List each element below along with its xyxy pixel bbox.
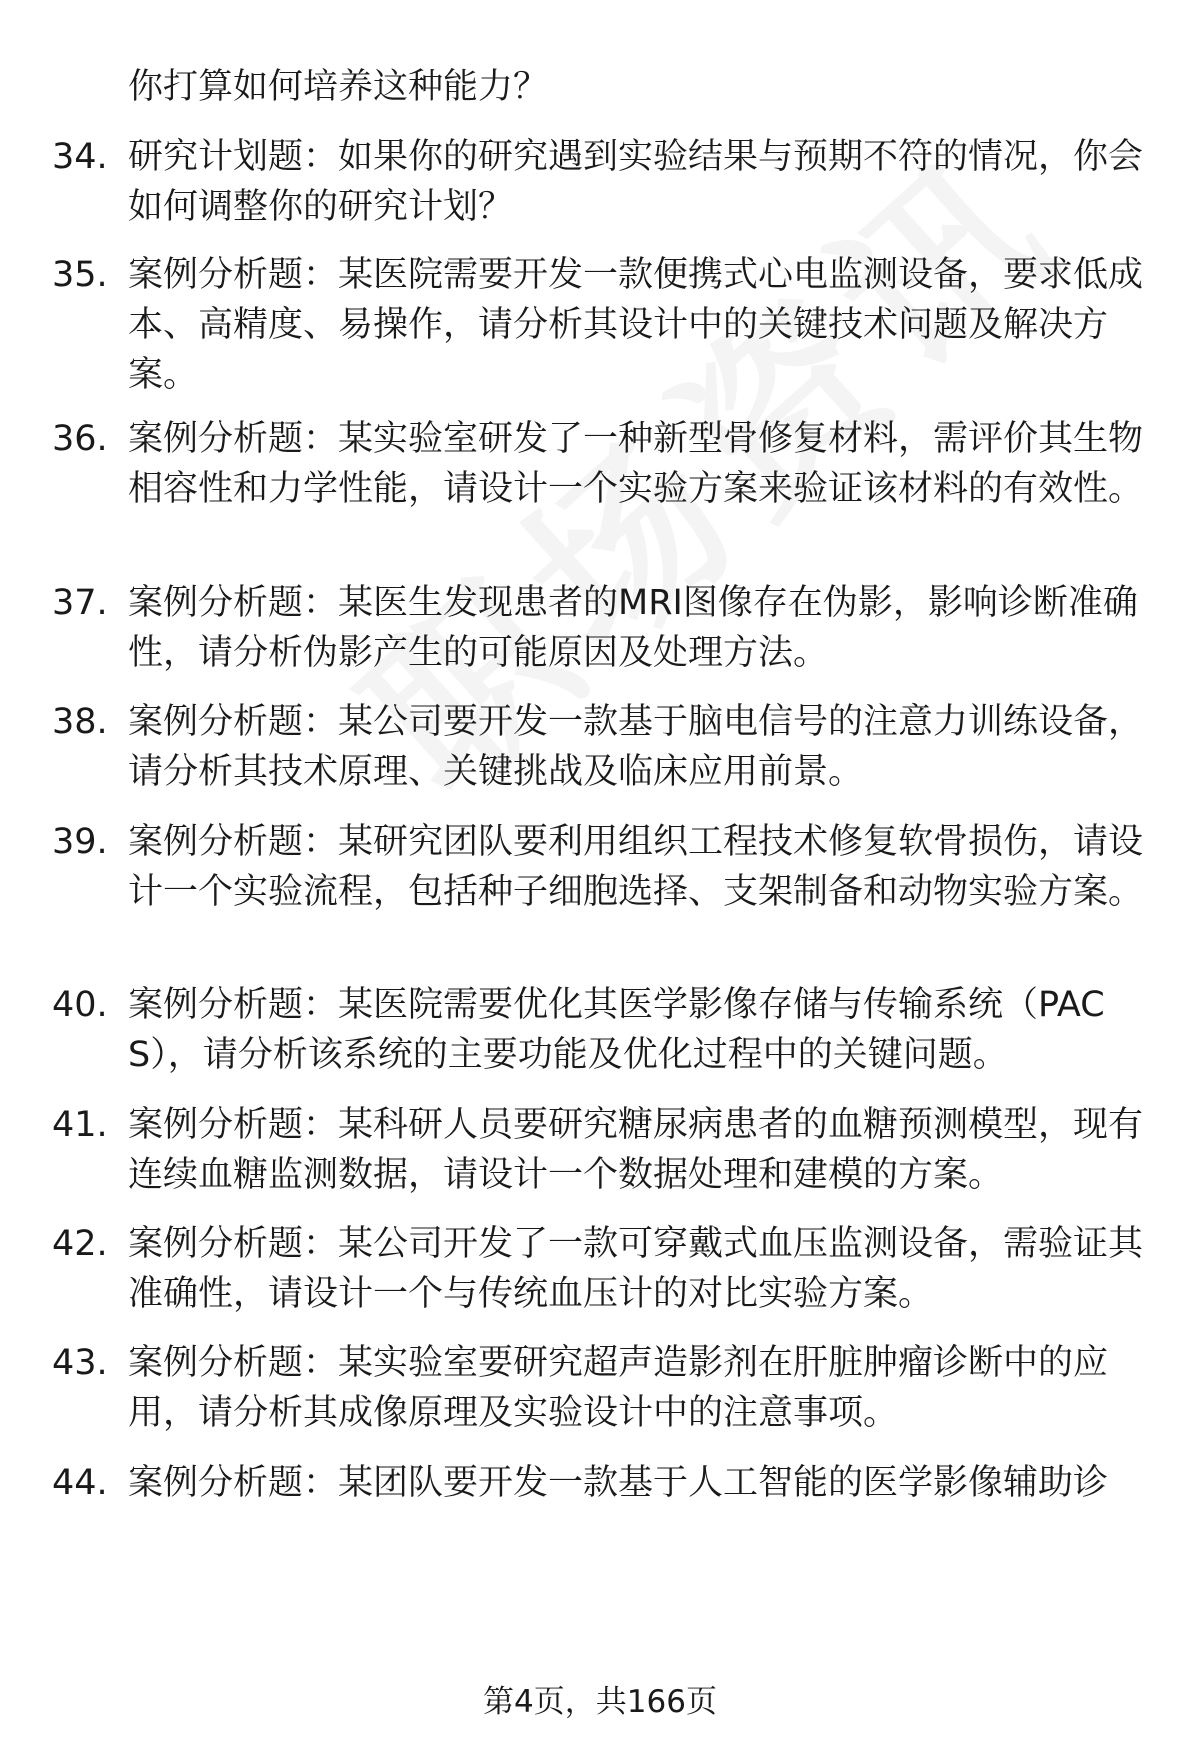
question-text: 案例分析题：某研究团队要利用组织工程技术修复软骨损伤，请设计一个实验流程，包括种子细胞选择、支架制备和动物实验方案。 <box>128 822 1144 912</box>
question-number: 36. <box>52 419 108 459</box>
question-text: 案例分析题：某医院需要开发一款便携式心电监测设备，要求低成本、高精度、易操作，请分析其设计中的关键技术问题及解决方案。 <box>128 255 1144 395</box>
question-number: 34. <box>52 137 108 177</box>
question-text: 案例分析题：某实验室要研究超声造影剂在肝脏肿瘤诊断中的应用，请分析其成像原理及实验设计中的注意事项。 <box>128 1343 1109 1433</box>
question-text: 案例分析题：某科研人员要研究糖尿病患者的血糖预测模型，现有连续血糖监测数据，请设计一个数据处理和建模的方案。 <box>128 1105 1144 1195</box>
question-number: 38. <box>52 702 108 742</box>
question-number: 39. <box>52 822 108 862</box>
question-text: 案例分析题：某医院需要优化其医学影像存储与传输系统（PACS），请分析该系统的主要功能及优化过程中的关键问题。 <box>128 985 1105 1075</box>
question-text: 案例分析题：某团队要开发一款基于人工智能的医学影像辅助诊 <box>128 1463 1109 1503</box>
question-number: 42. <box>52 1224 108 1264</box>
question-number: 37. <box>52 583 108 623</box>
question-number: 40. <box>52 985 108 1025</box>
question-text: 案例分析题：某公司开发了一款可穿戴式血压监测设备，需验证其准确性，请设计一个与传统血压计的对比实验方案。 <box>128 1224 1144 1314</box>
continued-question-text: 你打算如何培养这种能力？ <box>128 67 549 107</box>
question-number: 35. <box>52 255 108 295</box>
question-text: 研究计划题：如果你的研究遇到实验结果与预期不符的情况，你会如何调整你的研究计划？ <box>128 137 1144 227</box>
question-number: 44. <box>52 1463 108 1503</box>
question-text: 案例分析题：某医生发现患者的MRI图像存在伪影，影响诊断准确性，请分析伪影产生的可能原因及处理方法。 <box>128 583 1138 673</box>
question-text: 案例分析题：某实验室研发了一种新型骨修复材料，需评价其生物相容性和力学性能，请设计一个实验方案来验证该材料的有效性。 <box>128 419 1144 509</box>
question-number: 41. <box>52 1105 108 1145</box>
question-text: 案例分析题：某公司要开发一款基于脑电信号的注意力训练设备，请分析其技术原理、关键挑战及临床应用前景。 <box>128 702 1144 792</box>
question-number: 43. <box>52 1343 108 1383</box>
page-number-footer: 第4页，共166页 <box>483 1684 717 1720</box>
